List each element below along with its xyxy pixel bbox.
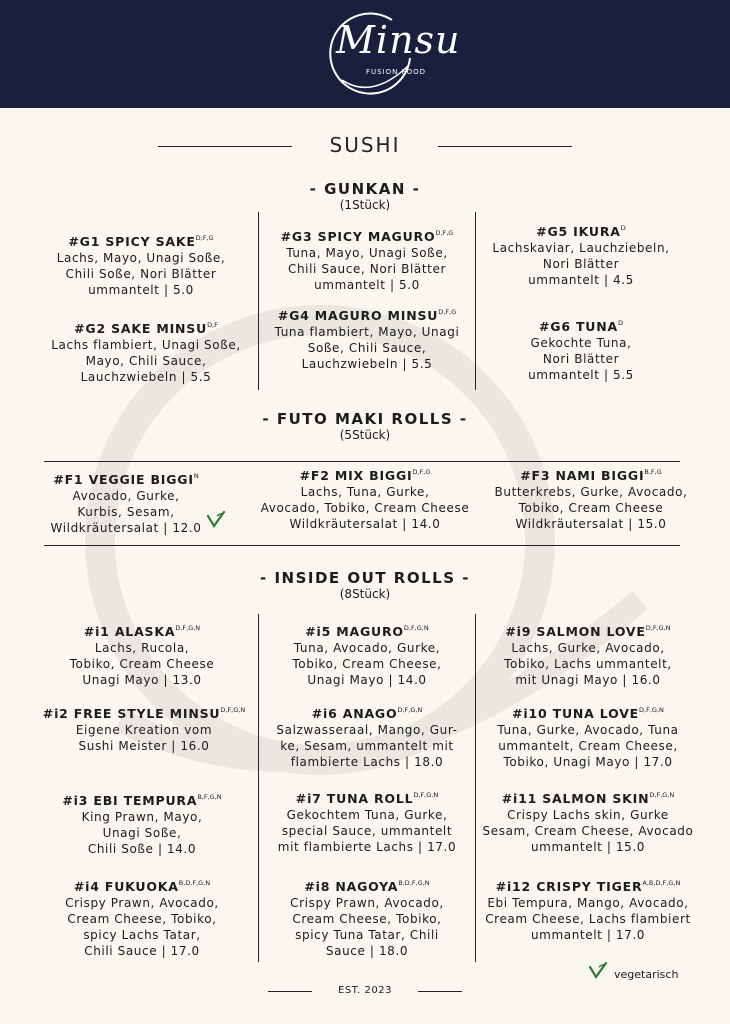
- menu-item-i4: #i4 $FUKUOKA^{B,D,F,G,N}$ Crispy Prawn, Avocado, Cream Cheese, Tobiko, spicy Lachs Tatar, Chili Sauce | 17.0: [65, 879, 219, 958]
- section-title: SUSHI: [329, 133, 401, 157]
- title-rule-right: [438, 146, 572, 147]
- menu-item-g4: #G4 MAGURO $MINSU^{D,F,G}$ Tuna flambiert, Mayo, Unagi Soße, Chili Sauce, Lauchzwiebeln | 5.5: [274, 308, 460, 371]
- gunkan-divider-1: [258, 212, 259, 390]
- brand-tagline: FUSION FOOD: [366, 68, 427, 76]
- futo-rule-bottom: [44, 545, 680, 546]
- inside-divider-1: [258, 614, 259, 962]
- futo-rule-top: [44, 461, 680, 462]
- menu-item-f3: #F3 NAMI $BIGGI^{B,F,G}$ Butterkrebs, Gurke, Avocado, Tobiko, Cream Cheese Wildkräutersalat | 15.0: [494, 468, 688, 531]
- menu-item-i10: #i10 TUNA $LOVE^{D,F,G,N}$ Tuna, Gurke, Avocado, Tuna ummantelt, Cream Cheese, Tobiko, Unagi Mayo | 17.0: [497, 706, 679, 769]
- legend-vegetarian-icon: [588, 960, 608, 980]
- menu-item-i9: #i9 SALMON $LOVE^{D,F,G,N}$ Lachs, Gurke, Avocado, Tobiko, Lachs ummantelt, mit Unagi Mayo | 16.0: [504, 624, 672, 687]
- menu-item-g5: #G5 $IKURA^D$ Lachskaviar, Lauchziebeln, Nori Blätter ummantelt | 4.5: [492, 224, 670, 287]
- menu-item-g6: #G6 $TUNA^D$ Gekochte Tuna, Nori Blätter ummantelt | 5.5: [528, 319, 634, 382]
- vegetarian-icon: [206, 510, 226, 528]
- menu-item-g2: #G2 SAKE $MINSU^{D,F}$ Lachs flambiert, Unagi Soße, Mayo, Chili Sauce, Lauchzwiebeln | 5.5: [51, 321, 241, 384]
- futo-count: (5Stück): [339, 428, 391, 442]
- inside-count: (8Stück): [339, 587, 391, 601]
- menu-item-i3: #i3 EBI $TEMPURA^{B,F,G,N}$ King Prawn, Mayo, Unagi Soße, Chili Soße | 14.0: [62, 793, 222, 856]
- established-label: EST. 2023: [338, 985, 392, 996]
- menu-item-i1: #i1 $ALASKA^{D,F,G,N}$ Lachs, Rucola, Tobiko, Cream Cheese Unagi Mayo | 13.0: [69, 624, 215, 687]
- menu-item-i2: #i2 FREE STYLE $MINSU^{D,F,G,N}$ Eigene Kreation vom Sushi Meister | 16.0: [42, 706, 246, 753]
- gunkan-divider-2: [475, 212, 476, 390]
- inside-title: - INSIDE OUT ROLLS -: [260, 569, 470, 587]
- menu-item-i8: #i8 $NAGOYA^{B,D,F,G,N}$ Crispy Prawn, Avocado, Cream Cheese, Tobiko, spicy Tuna Tatar, Chili Sauce | 18.0: [290, 879, 444, 958]
- menu-item-i5: #i5 $MAGURO^{D,F,G,N}$ Tuna, Avocado, Gurke, Tobiko, Cream Cheese, Unagi Mayo | 14.0: [292, 624, 442, 687]
- menu-item-i7: #i7 TUNA $ROLL^{D,F,G,N}$ Gekochtem Tuna, Gurke, special Sauce, ummantelt mit flambierte Lachs | 17.0: [277, 791, 457, 854]
- menu-item-i11: #i11 SALMON $SKIN^{D,F,G,N}$ Crispy Lachs skin, Gurke Sesam, Cream Cheese, Avocado ummantelt | 15.0: [482, 791, 694, 854]
- menu-item-g1: #G1 SPICY $SAKE^{D,F,G}$ Lachs, Mayo, Unagi Soße, Chili Soße, Nori Blätter ummantelt | 5.0: [56, 234, 226, 297]
- gunkan-count: (1Stück): [339, 198, 391, 212]
- menu-item-g3: #G3 SPICY $MAGURO^{D,F,G}$ Tuna, Mayo, Unagi Soße, Chili Sauce, Nori Blätter ummantelt | 5.0: [280, 229, 454, 292]
- footer-rule-right: [418, 991, 462, 992]
- menu-item-i6: #i6 $ANAGO^{D,F,G,N}$ Salzwasseraal, Mango, Gur- ke, Sesam, ummantelt mit flambierte Lachs | 18.0: [276, 706, 458, 769]
- inside-divider-2: [475, 614, 476, 962]
- gunkan-title: - GUNKAN -: [309, 180, 421, 198]
- menu-item-i12: #i12 CRISPY $TIGER^{A,B,D,F,G,N}$ Ebi Tempura, Mango, Avocado, Cream Cheese, Lachs flambiert ummantelt | 17.0: [485, 879, 691, 942]
- legend-vegetarian-label: vegetarisch: [614, 968, 679, 981]
- brand-name: Minsu: [336, 18, 461, 62]
- menu-item-f2: #F2 MIX $BIGGI^{D,F,G}$ Lachs, Tuna, Gurke, Avocado, Tobiko, Cream Cheese Wildkräutersalat | 14.0: [260, 468, 470, 531]
- menu-item-f1: #F1 VEGGIE $BIGGI^N$ Avocado, Gurke, Kurbis, Sesam, Wildkräutersalat | 12.0: [50, 472, 202, 535]
- futo-title: - FUTO MAKI ROLLS -: [262, 410, 468, 428]
